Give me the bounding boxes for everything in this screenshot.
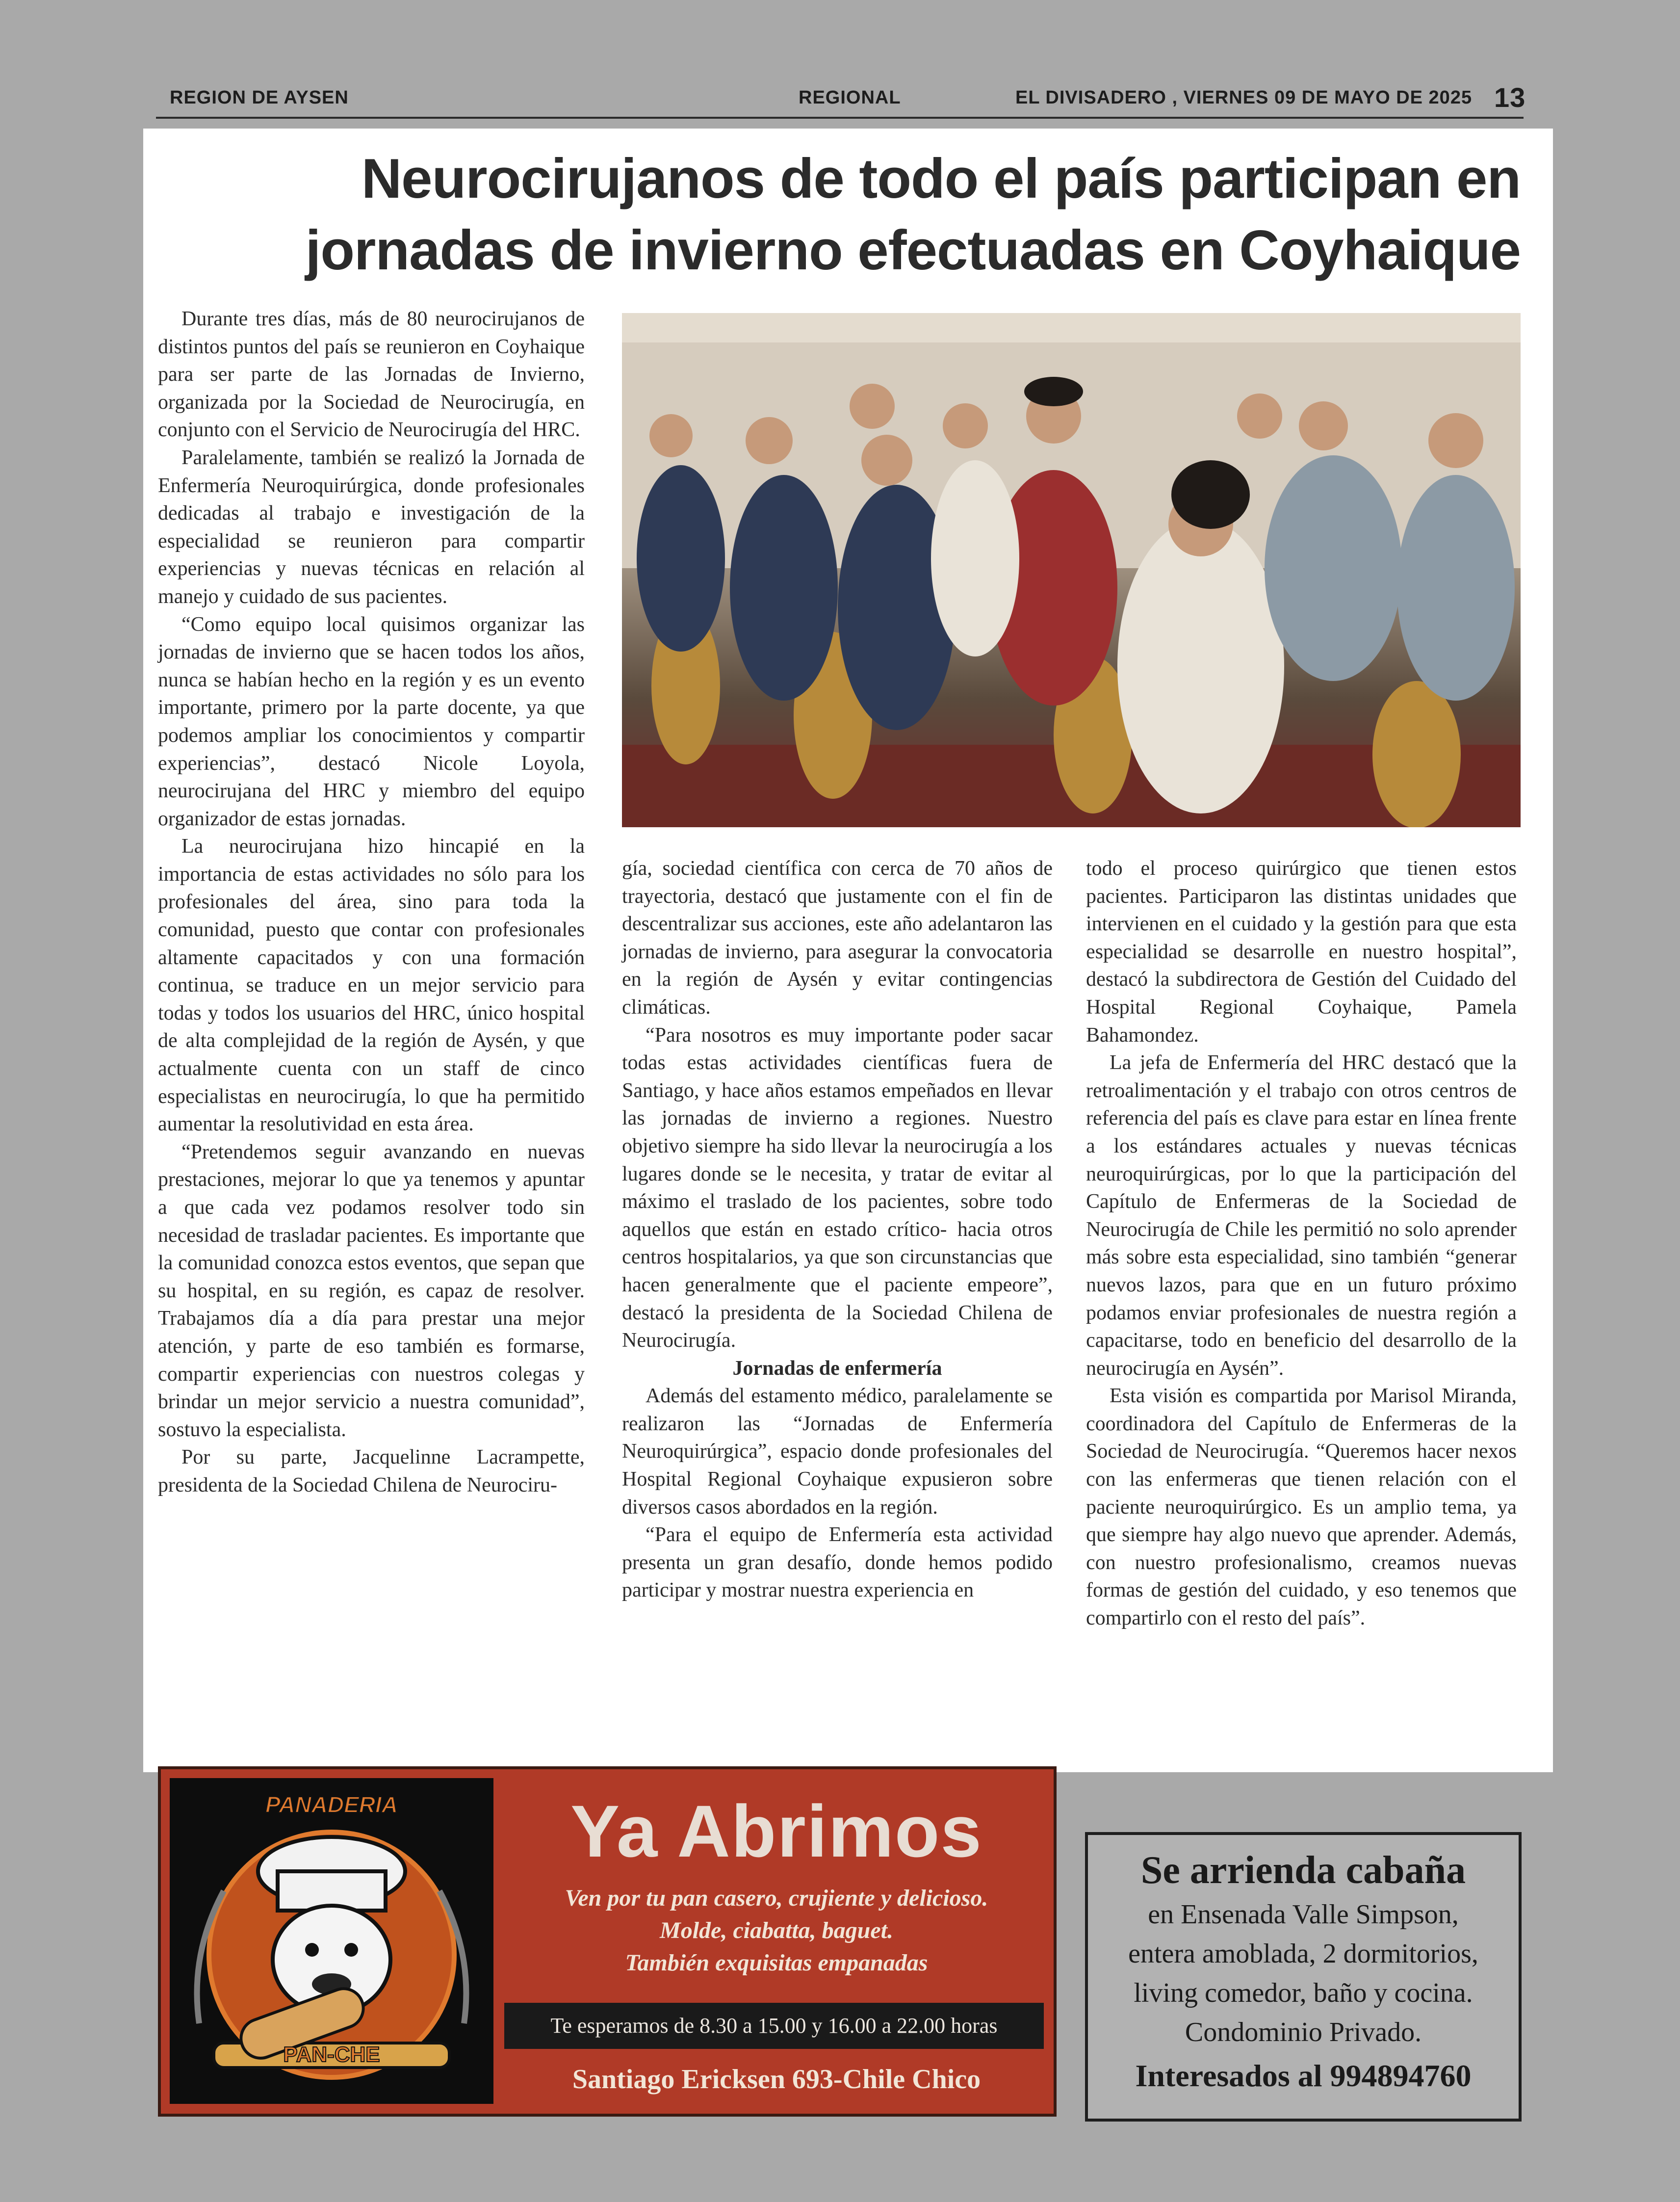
bakery-line: Molde, ciabatta, baguet. — [660, 1917, 893, 1943]
paragraph: Por su parte, Jacquelinne Lacrampette, presidenta de la Sociedad Chilena de Neurociru- — [158, 1446, 585, 1496]
bakery-hours: Te esperamos de 8.30 a 15.00 y 16.00 a 22.00 horas — [504, 2003, 1044, 2049]
paragraph: La jefa de Enfermería del HRC destacó que la retroalimentación y el trabajo con otros centros de referencia del país es clave para estar en línea frente a los estándares actuales y nuevas técnicas neuroquirúrgicas, por lo que la participación del Capítulo de Enfermeras de la Sociedad de Neurocirugía de Chile les permitió no solo aprender más sobre esta especialidad, sino también “generar nuevos lazos, para que en un futuro próximo podamos enviar profesionales de nuestra región a capacitarse, todo en beneficio del desarrollo de la neurocirugía en Aysén”. — [1086, 1051, 1517, 1380]
rental-line: living comedor, baño y cocina. — [1134, 1978, 1473, 2008]
title-line: Neurocirujanos de todo el país participan en — [361, 148, 1521, 210]
rental-line: en Ensenada Valle Simpson, — [1148, 1899, 1459, 1930]
section-category: REGIONAL — [799, 87, 901, 108]
article — [143, 129, 1553, 1772]
paper-date: EL DIVISADERO , VIERNES 09 DE MAYO DE 2025 — [1015, 87, 1473, 108]
audience-photo-illustration — [622, 313, 1521, 827]
rental-title: Se arrienda cabaña — [1140, 1849, 1466, 1892]
logo-brand-text: PAN-CHE — [283, 2043, 380, 2067]
bakery-ad — [158, 1766, 1057, 2117]
paragraph: Esta visión es compartida por Marisol Miranda, coordinadora del Capítulo de Enfermeras de la Sociedad de Neurocirugía. “Queremos hacer nexos con las enfermeras que tienen relación con el paciente neuroquirúrgico. Es un amplio tema, ya que siempre hay algo nuevo que aprender. Además, con nuestro profesionalismo, creamos nuevas formas de gestión del cuidado, y eso tenemos que compartirlo con el resto del país”. — [1086, 1385, 1517, 1630]
article-title — [294, 143, 1521, 287]
page-header — [156, 84, 1524, 119]
paragraph: Durante tres días, más de 80 neurocirujanos de distintos puntos del país se reunieron en Coyhaique para ser parte de las Jornadas de Invierno, organizada por la Sociedad de Neurocirugía, en conjunto con el Servicio de Neurocirugía del HRC. — [158, 308, 585, 442]
rental-line: entera amoblada, 2 dormitorios, — [1128, 1939, 1478, 1969]
rental-line: Condominio Privado. — [1185, 2017, 1422, 2047]
bakery-headline: Ya Abrimos — [570, 1790, 982, 1872]
paragraph: todo el proceso quirúrgico que tienen estos pacientes. Participaron las distintas unidades que intervienen en el cuidado y la gestión para que esta especialidad se desarrolle en nuestro hospital”, destacó la subdirectora de Gestión del Cuidado del Hospital Regional Coyhaique, Pamela Bahamondez. — [1086, 857, 1517, 1047]
bakery-line: Ven por tu pan casero, crujiente y delicioso. — [565, 1885, 988, 1911]
paragraph: “Pretendemos seguir avanzando en nuevas prestaciones, mejorar lo que ya tenemos y apuntar a que cada vez podamos resolver todo sin necesidad de trasladar pacientes. Es importante que la comunidad conozca estos eventos, que sepan que su hospital, en su región, es capaz de resolver. Trabajamos día a día para prestar una mejor atención, y parte de eso también es formarse, compartir experiencias con nuestros colegas y brindar un mejor servicio a nuestra comunidad”, sostuvo la especialista. — [158, 1140, 585, 1441]
baker-logo-icon — [170, 1778, 493, 2104]
paragraph: gía, sociedad científica con cerca de 70 años de trayectoria, destacó que justamente con el fin de descentralizar sus acciones, este año adelantaron las jornadas de invierno, para asegurar la convocatoria en la región de Aysén y evitar contingencias climáticas. — [622, 857, 1053, 1019]
article-column-2 — [622, 855, 1053, 1604]
bakery-description — [504, 1882, 1049, 1979]
paragraph: Paralelamente, también se realizó la Jornada de Enfermería Neuroquirúrgica, donde profesionales dedicadas al trabajo e investigación de la especialidad se reunieron para compartir experiencias y nuevas técnicas en relación al manejo y cuidado de sus pacientes. — [158, 446, 585, 608]
section-label: REGION DE AYSEN — [170, 87, 349, 108]
rental-contact: Interesados al 994894760 — [1135, 2058, 1472, 2093]
bakery-line: También exquisitas empanadas — [625, 1950, 928, 1976]
rental-ad — [1085, 1832, 1522, 2122]
paragraph: La neurocirujana hizo hincapié en la importancia de estas actividades no sólo para los profesionales del área, sino para toda la comunidad, puesto que contar con profesionales altamente capacitados y con una formación continua, se traduce en un mejor servicio para todas y todos los usuarios del HRC, único hospital de alta complejidad de la región de Aysén, y que actualmente cuenta con un staff de cinco especialistas en neurocirugía, lo que ha permitido aumentar la resolutividad en esta área. — [158, 835, 585, 1136]
paragraph: “Para nosotros es muy importante poder sacar todas estas actividades científicas fuera de Santiago, y hace años estamos empeñados en llevar las jornadas de invierno a regiones. Nuestro objetivo siempre ha sido llevar la neurocirugía a los lugares donde se le necesita, y tratar de evitar al máximo el traslado de los pacientes, sobre todo aquellos que están en estado crítico- hacia otros centros hospitalarios, ya que son circunstancias que hacen generalmente que el paciente empeore”, destacó la presidenta de la Sociedad Chilena de Neurocirugía. — [622, 1023, 1053, 1352]
paragraph: “Como equipo local quisimos organizar las jornadas de invierno que se hacen todos los años, nunca se habían hecho en la región y es un evento importante, primero por la parte docente, ya que podemos ampliar los conocimientos y compartir experiencias”, destacó Nicole Loyola, neurocirujana del HRC y miembro del equipo organizador de estas jornadas. — [158, 613, 585, 830]
subheading: Jornadas de enfermería — [732, 1357, 942, 1380]
paragraph: Además del estamento médico, paralelamente se realizaron las “Jornadas de Enfermería Neuroquirúrgica”, espacio donde profesionales del Hospital Regional Coyhaique expusieron sobre diversos casos abordados en la región. — [622, 1385, 1053, 1519]
article-column-3 — [1086, 855, 1517, 1632]
logo-top-text: PANADERIA — [265, 1792, 398, 1817]
title-line: jornadas de invierno efectuadas en Coyhaique — [305, 219, 1521, 282]
page-number: 13 — [1494, 82, 1526, 113]
paragraph: “Para el equipo de Enfermería esta actividad presenta un gran desafío, donde hemos podido participar y mostrar nuestra experiencia en — [622, 1523, 1053, 1602]
bakery-address: Santiago Ericksen 693-Chile Chico — [572, 2064, 981, 2095]
bakery-logo — [170, 1778, 493, 2104]
article-column-1 — [158, 305, 585, 1499]
article-photo — [622, 313, 1521, 827]
